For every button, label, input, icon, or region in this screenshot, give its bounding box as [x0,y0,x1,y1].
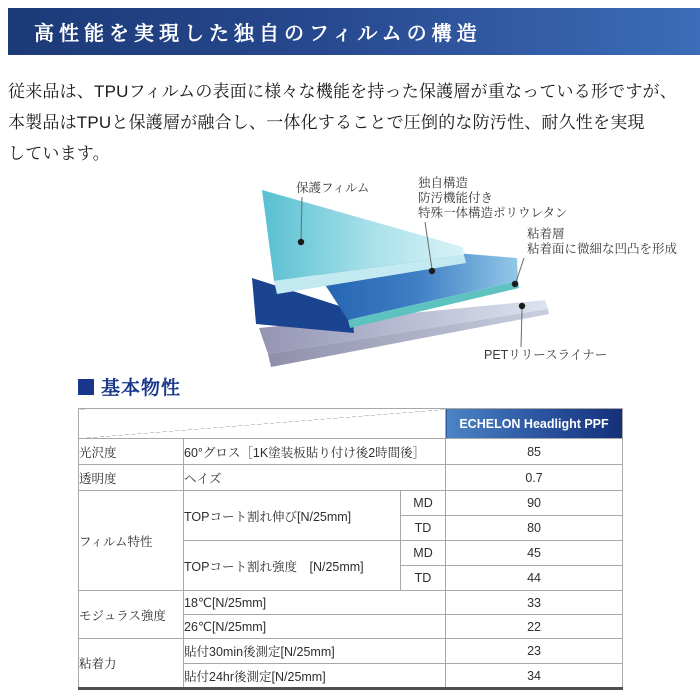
product-column-header: ECHELON Headlight PPF [446,409,623,439]
value-cell: 22 [446,615,623,639]
value-cell: 44 [446,566,623,591]
value-cell: 85 [446,439,623,465]
basic-properties-table [78,408,623,690]
intro-paragraph [8,76,698,169]
label-release-liner: PETリリースライナー [484,348,608,362]
value-cell: 34 [446,664,623,689]
desc-cell: 18℃[N/25mm] [184,591,446,615]
section-banner [8,8,700,55]
desc-cell: ヘイズ [184,465,446,491]
film-layers-illustration [0,170,700,370]
leader-dot [512,281,518,287]
category-cell: 光沢度 [79,439,184,465]
desc-cell: 26℃[N/25mm] [184,615,446,639]
desc-cell: 貼付24hr後測定[N/25mm] [184,664,446,689]
square-bullet-icon [78,379,94,395]
intro-line: 本製品はTPUと保護層が融合し、一体化することで圧倒的な防汚性、耐久性を実現 [8,113,645,132]
label-unique-structure: 特殊一体構造ポリウレタン [418,206,568,220]
label-adhesive: 粘着面に微細な凹凸を形成 [527,242,678,256]
direction-cell: TD [401,566,446,591]
label-adhesive: 粘着層 [527,227,565,241]
value-cell: 90 [446,491,623,516]
value-cell: 80 [446,516,623,541]
category-cell: フィルム特性 [79,491,184,591]
category-cell: 粘着力 [79,639,184,689]
leader-dot [519,303,525,309]
direction-cell: TD [401,516,446,541]
category-cell: 透明度 [79,465,184,491]
direction-cell: MD [401,491,446,516]
table-corner-cell [79,409,446,439]
banner-title: 高性能を実現した独自のフィルムの構造 [34,21,482,45]
leader-dot [298,239,304,245]
label-unique-structure: 防汚機能付き [418,191,494,205]
desc-cell: TOPコート割れ伸び[N/25mm] [184,491,401,541]
label-protective-film: 保護フィルム [296,181,370,195]
category-cell: モジュラス強度 [79,591,184,639]
leader-dot [429,268,435,274]
intro-line: 従来品は、TPUフィルムの表面に様々な機能を持った保護層が重なっている形ですが、 [8,82,677,101]
label-unique-structure: 独自構造 [418,176,469,190]
value-cell: 23 [446,639,623,664]
section-heading-label: 基本物性 [101,378,182,399]
value-cell: 0.7 [446,465,623,491]
section-heading [78,373,181,400]
desc-cell: 60°グロス［1K塗装板貼り付け後2時間後］ [184,439,446,465]
desc-cell: TOPコート割れ強度 [N/25mm] [184,541,401,591]
film-structure-diagram [0,170,700,370]
value-cell: 45 [446,541,623,566]
value-cell: 33 [446,591,623,615]
desc-cell: 貼付30min後測定[N/25mm] [184,639,446,664]
intro-line: しています。 [8,144,110,163]
direction-cell: MD [401,541,446,566]
